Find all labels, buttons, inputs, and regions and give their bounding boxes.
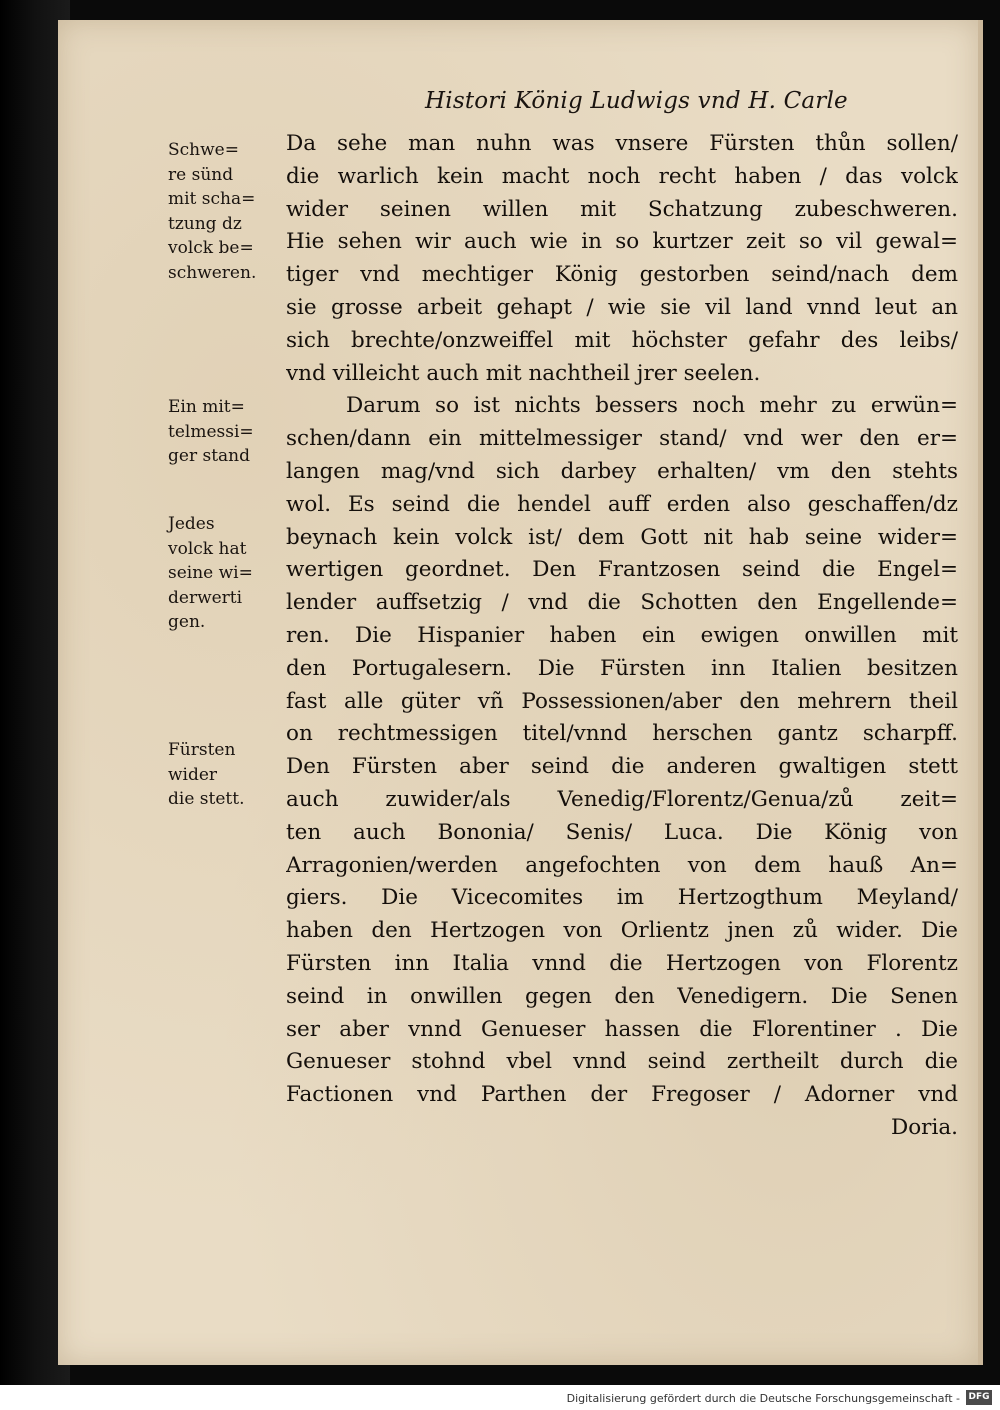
text-line: ser aber vnnd Genueser hassen die Florentiner . Die xyxy=(286,1016,958,1042)
text-line: fast alle güter vñ Possessionen/aber den mehrern theil xyxy=(286,688,958,714)
marginal-line: Schwe= xyxy=(168,140,239,160)
text-line: den Portugalesern. Die Fürsten inn Italien besitzen xyxy=(286,655,958,681)
main-text-block xyxy=(286,128,958,1145)
text-line: Factionen vnd Parthen der Fregoser / Adorner vnd xyxy=(286,1082,958,1108)
marginal-line: die stett. xyxy=(168,789,245,809)
marginal-line: volck be= xyxy=(168,238,254,258)
marginal-line: Fürsten xyxy=(168,740,236,760)
marginal-note xyxy=(168,512,284,635)
text-line: Darum so ist nichts bessers noch mehr zu erwün= xyxy=(346,393,958,419)
text-line: Hie sehen wir auch wie in so kurtzer zeit so vil gewal= xyxy=(286,229,958,255)
text-line: seind in onwillen gegen den Venedigern. Die Senen xyxy=(286,983,958,1009)
text-line: on rechtmessigen titel/vnnd herschen gantz scharpff. xyxy=(286,721,958,747)
marginal-line: derwerti xyxy=(168,587,243,608)
marginal-line: schweren. xyxy=(168,262,257,283)
funding-credit: Digitalisierung gefördert durch die Deutsche Forschungsgemeinschaft - xyxy=(566,1392,960,1405)
marginal-note xyxy=(168,738,284,812)
text-line: giers. Die Vicecomites im Hertzogthum Meyland/ xyxy=(286,885,958,911)
text-line: vnd villeicht auch mit nachtheil jrer seelen. xyxy=(286,360,761,386)
text-line: Da sehe man nuhn was vnsere Fürsten thůn sollen/ xyxy=(286,131,958,156)
text-line: tiger vnd mechtiger König gestorben seind/nach dem xyxy=(286,262,958,288)
marginal-note xyxy=(168,138,284,285)
text-line: schen/dann ein mittelmessiger stand/ vnd wer den er= xyxy=(286,426,958,452)
text-line: langen mag/vnd sich darbey erhalten/ vm den stehts xyxy=(286,458,958,484)
marginal-line: Ein mit= xyxy=(168,397,245,417)
running-head: Histori König Ludwigs vnd H. Carle xyxy=(425,88,848,114)
text-line: sich brechte/onzweiffel mit höchster gefahr des leibs/ xyxy=(286,327,958,353)
dfg-logo-icon: DFG xyxy=(966,1390,992,1405)
text-line: lender auffsetzig / vnd die Schotten den Engellende= xyxy=(286,590,958,616)
text-line: ren. Die Hispanier haben ein ewigen onwillen mit xyxy=(286,622,958,648)
text-line: Arragonien/werden angefochten von dem hauß An= xyxy=(286,852,958,878)
text-line: haben den Hertzogen von Orlientz jnen zů wider. Die xyxy=(286,918,958,944)
text-line: die warlich kein macht noch recht haben / das volck xyxy=(286,163,958,189)
marginal-line: re sünd xyxy=(168,164,234,185)
text-line: Den Fürsten aber seind die anderen gwaltigen stett xyxy=(286,754,958,780)
marginal-line: tzung dz xyxy=(168,213,242,234)
marginal-line: telmessi= xyxy=(168,421,254,442)
marginal-line: mit scha= xyxy=(168,189,256,209)
text-line: sie grosse arbeit gehapt / wie sie vil land vnnd leut an xyxy=(286,294,958,320)
marginal-line: ger stand xyxy=(168,446,250,466)
text-line: auch zuwider/als Venedig/Florentz/Genua/zů zeit= xyxy=(286,786,958,812)
marginal-line: gen. xyxy=(168,612,206,632)
marginal-line: Jedes xyxy=(168,514,215,534)
marginal-line: wider xyxy=(168,764,218,785)
text-line: ten auch Bononia/ Senis/ Luca. Die König von xyxy=(286,819,958,845)
text-line: Doria. xyxy=(891,1114,958,1140)
text-line: Genueser stohnd vbel vnnd seind zertheilt durch die xyxy=(286,1049,958,1075)
text-line: Fürsten inn Italia vnnd die Hertzogen von Florentz xyxy=(286,950,958,976)
marginal-note xyxy=(168,395,284,469)
text-line: beynach kein volck ist/ dem Gott nit hab seine wider= xyxy=(286,524,958,550)
text-line: wertigen geordnet. Den Frantzosen seind die Engel= xyxy=(286,557,958,583)
text-line: wol. Es seind die hendel auff erden also geschaffen/dz xyxy=(286,491,958,517)
text-line: wider seinen willen mit Schatzung zubeschweren. xyxy=(286,196,958,222)
marginal-line: volck hat xyxy=(168,538,247,559)
marginal-line: seine wi= xyxy=(168,563,253,583)
